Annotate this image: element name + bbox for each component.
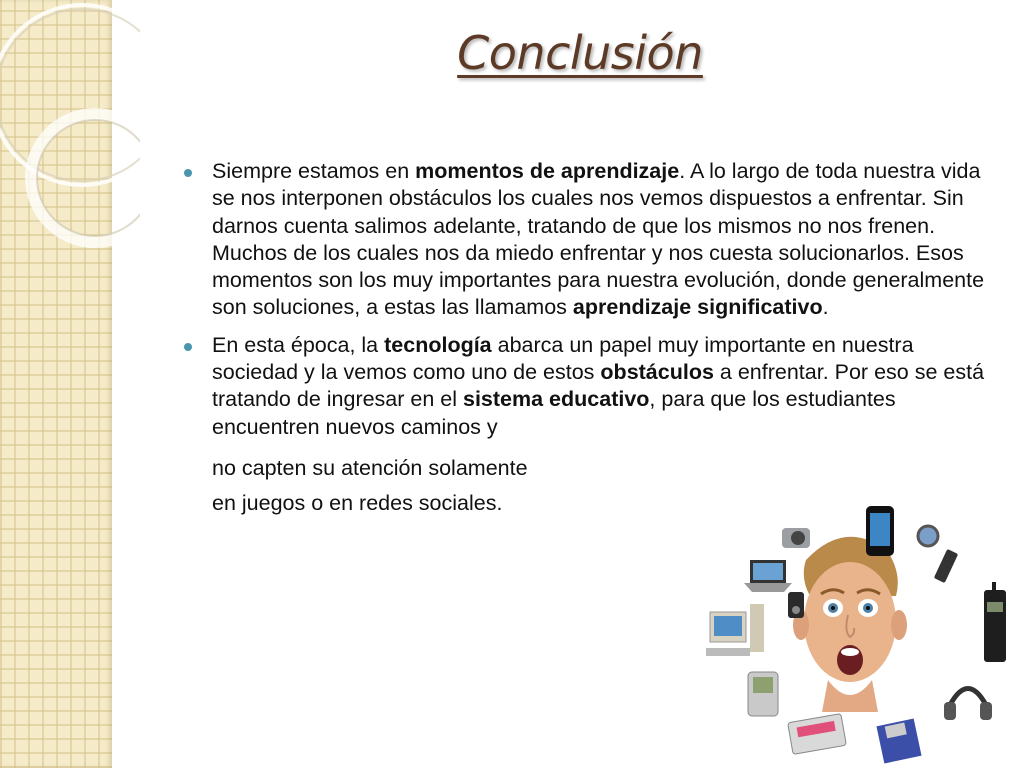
desktop-computer-icon [706, 604, 764, 656]
continuation-line: en juegos o en redes sociales. [212, 490, 503, 515]
bullet-item: En esta época, la tecnología abarca un papel muy importante en nuestra sociedad y la vemos como uno de estos obstáculos a enfrentar. Por eso se está tratando de ingresar en el sistema educativo, para que los estudiantes encuentren nuevos caminos y [212, 332, 1002, 441]
smartphone-icon [866, 506, 894, 556]
bullet-dot-icon [184, 169, 192, 177]
bullet-dot-icon [184, 343, 192, 351]
headphones-icon [944, 689, 992, 721]
technology-illustration [688, 500, 1018, 765]
retro-brick-phone-icon [984, 582, 1006, 662]
slide-body [212, 158, 1002, 521]
floppy-disk-icon [876, 718, 921, 763]
watch-icon [918, 526, 938, 546]
handheld-game-console-icon [748, 672, 778, 716]
mp3-player-icon [788, 592, 804, 618]
cassette-tape-icon [788, 714, 847, 755]
slide-title: Conclusión [457, 26, 703, 80]
camera-icon [782, 528, 810, 548]
cellphone-icon [934, 549, 958, 583]
bullet-item: Siempre estamos en momentos de aprendizaje. A lo largo de toda nuestra vida se nos interponen obstáculos los cuales nos vemos dispuestos a enfrentar. Sin darnos cuenta salimos adelante, tratando de que los mismos no nos frenen. Muchos de los cuales nos da miedo enfrentar y nos cuesta solucionarlos. Esos momentos son los muy importantes para nuestra evolución, donde generalmente son soluciones, a estas las llamamos aprendizaje significativo. [212, 158, 1002, 322]
laptop-icon [744, 560, 792, 592]
surprised-face-icon [793, 537, 907, 712]
continuation-line: no capten su atención solamente [212, 455, 528, 480]
